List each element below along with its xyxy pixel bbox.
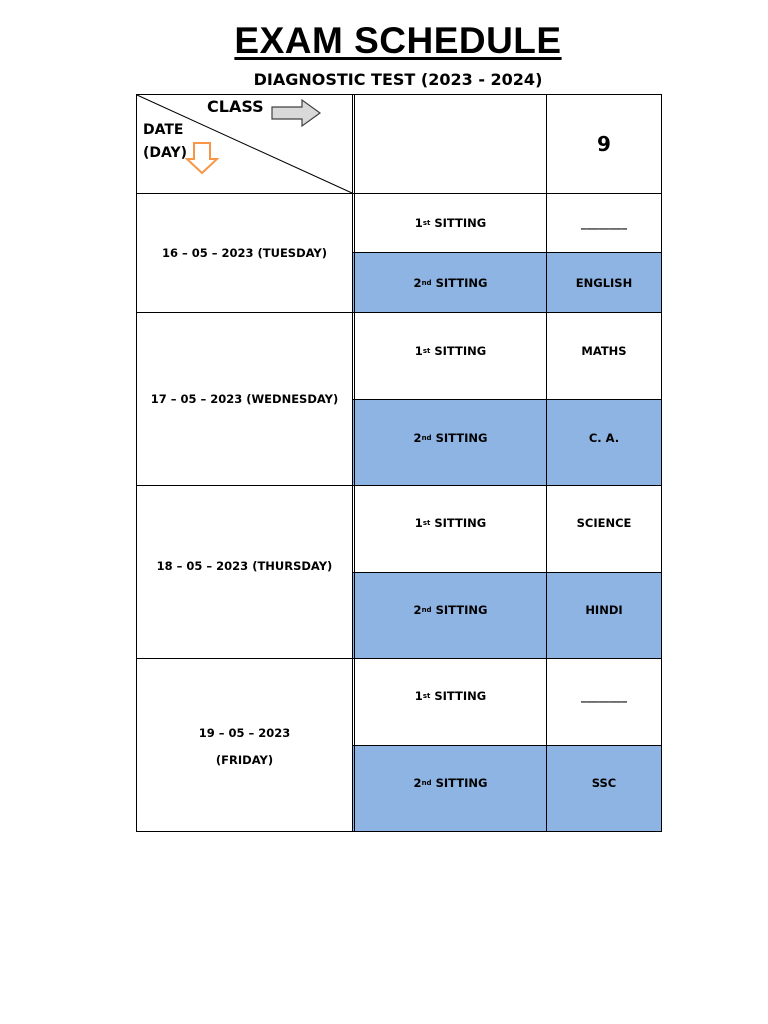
table-border-right xyxy=(661,94,662,832)
down-arrow-icon xyxy=(185,141,219,176)
date-label: DATE xyxy=(143,122,184,138)
right-arrow-icon xyxy=(270,98,324,128)
ordinal-number: 2 xyxy=(413,275,422,290)
ordinal-number: 1 xyxy=(414,689,423,703)
sitting-label: SITTING xyxy=(435,430,488,445)
sitting-cell: 1 st SITTING xyxy=(414,689,487,703)
subject-cell: ________ xyxy=(581,216,627,230)
subject-cell: C. A. xyxy=(588,430,620,445)
date-cell: 18 – 05 – 2023 (THURSDAY) xyxy=(156,559,333,573)
date-cell: 17 – 05 – 2023 (WEDNESDAY) xyxy=(150,392,339,406)
ordinal-number: 1 xyxy=(414,343,423,358)
table-border-bottom xyxy=(136,831,662,832)
sitting-cell: 1 st SITTING xyxy=(414,216,487,230)
ordinal-number: 2 xyxy=(413,603,422,617)
sitting-label: SITTING xyxy=(434,216,487,230)
page-subtitle: DIAGNOSTIC TEST (2023 - 2024) xyxy=(253,70,543,89)
subject-cell: MATHS xyxy=(581,343,627,358)
page-title: EXAM SCHEDULE xyxy=(234,20,562,61)
ordinal-number: 1 xyxy=(414,216,423,230)
subject-cell: ________ xyxy=(581,689,627,703)
day-label: (DAY) xyxy=(143,145,188,161)
sitting-label: SITTING xyxy=(435,603,488,617)
ordinal-number: 2 xyxy=(413,776,422,790)
sitting-cell: 2 nd SITTING xyxy=(413,776,488,790)
ordinal-number: 1 xyxy=(414,516,423,530)
sitting-cell: 1 st SITTING xyxy=(414,516,487,530)
date-cell xyxy=(137,659,352,831)
sitting-cell: 2 nd SITTING xyxy=(413,275,488,290)
subject-cell: SCIENCE xyxy=(576,516,632,530)
column-divider xyxy=(352,94,353,832)
sitting-label: SITTING xyxy=(435,776,488,790)
date-line: 19 – 05 – 2023 xyxy=(198,725,291,740)
subject-cell: ENGLISH xyxy=(575,275,633,290)
sitting-cell: 2 nd SITTING xyxy=(413,603,488,617)
subject-cell: SSC xyxy=(591,776,617,790)
day-line: (FRIDAY) xyxy=(215,752,274,767)
sitting-label: SITTING xyxy=(434,689,487,703)
class-label: CLASS xyxy=(207,97,264,116)
sitting-label: SITTING xyxy=(434,343,487,358)
sitting-cell: 1 st SITTING xyxy=(414,343,487,358)
date-cell: 16 – 05 – 2023 (TUESDAY) xyxy=(161,246,328,260)
subject-cell: HINDI xyxy=(585,603,623,617)
sitting-label: SITTING xyxy=(435,275,488,290)
ordinal-number: 2 xyxy=(413,430,422,445)
class-value: 9 xyxy=(597,131,611,156)
sitting-cell: 2 nd SITTING xyxy=(413,430,488,445)
sitting-label: SITTING xyxy=(434,516,487,530)
